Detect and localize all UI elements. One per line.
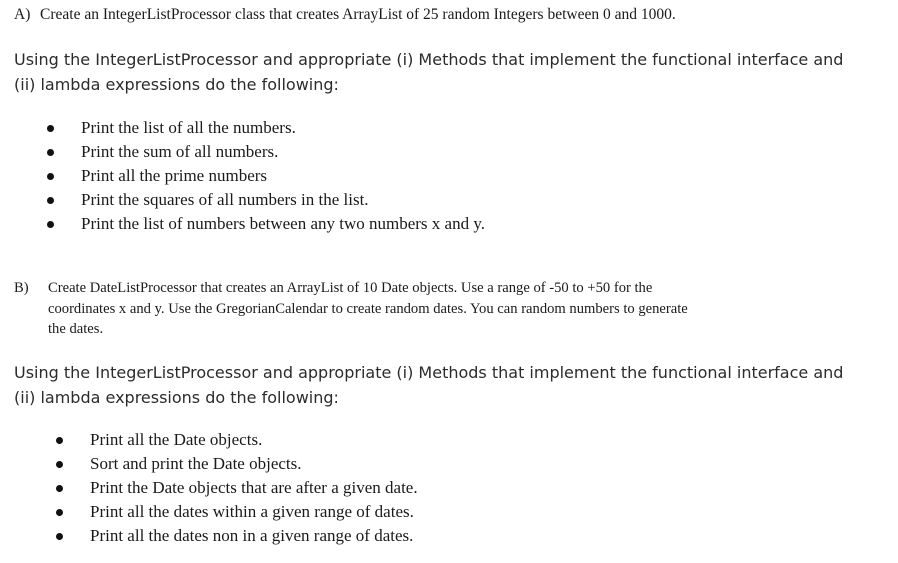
bullet-text: Print the sum of all numbers. <box>81 142 279 161</box>
bullet-dot-icon <box>56 509 63 516</box>
bullet-text: Print all the prime numbers <box>81 166 268 185</box>
bullet-item <box>47 164 485 188</box>
bullet-text: Print all the Date objects. <box>90 430 263 449</box>
bullet-text: Print the list of numbers between any two numbers x and y. <box>81 214 485 233</box>
part-b-heading-line: coordinates x and y. Use the GregorianCalendar to create random dates. You can random numbers to generate <box>48 300 688 317</box>
bullet-item <box>47 116 485 140</box>
bullet-item <box>56 500 418 524</box>
part-a-intro-line: Using the IntegerListProcessor and appropriate (i) Methods that implement the functional interface and <box>14 50 844 69</box>
bullet-text: Sort and print the Date objects. <box>90 454 302 473</box>
part-a-bullet-list <box>47 116 485 236</box>
bullet-dot-icon <box>56 485 63 492</box>
bullet-dot-icon <box>47 125 54 132</box>
bullet-item <box>56 476 418 500</box>
bullet-dot-icon <box>47 197 54 204</box>
part-a-intro-line: (ii) lambda expressions do the following: <box>14 75 339 94</box>
bullet-dot-icon <box>47 221 54 228</box>
part-b-heading-line: the dates. <box>48 321 104 337</box>
bullet-text: Print the list of all the numbers. <box>81 118 296 137</box>
bullet-item <box>47 212 485 236</box>
part-a-label: A) <box>14 6 31 23</box>
bullet-text: Print the Date objects that are after a given date. <box>90 478 418 497</box>
part-b-intro-line: (ii) lambda expressions do the following: <box>14 388 339 407</box>
bullet-item <box>56 524 418 548</box>
part-a-intro <box>14 47 843 97</box>
part-b-bullet-list <box>56 428 418 548</box>
part-b-label: B) <box>14 280 29 296</box>
bullet-text: Print all the dates within a given range of dates. <box>90 502 414 521</box>
part-a-heading <box>14 6 676 24</box>
part-b-heading-text <box>48 278 688 340</box>
bullet-item <box>56 428 418 452</box>
part-b-heading-line: Create DateListProcessor that creates an ArrayList of 10 Date objects. Use a range of -50 to +50 for the <box>48 280 653 296</box>
part-a-heading-text: Create an IntegerListProcessor class that creates ArrayList of 25 random Integers between 0 and 1000. <box>40 6 676 23</box>
bullet-item <box>47 188 485 212</box>
bullet-text: Print all the dates non in a given range of dates. <box>90 526 414 545</box>
bullet-dot-icon <box>56 437 63 444</box>
bullet-dot-icon <box>56 461 63 468</box>
bullet-dot-icon <box>56 533 63 540</box>
part-b-intro <box>14 360 843 410</box>
bullet-text: Print the squares of all numbers in the list. <box>81 190 369 209</box>
bullet-dot-icon <box>47 173 54 180</box>
bullet-item <box>56 452 418 476</box>
bullet-dot-icon <box>47 149 54 156</box>
part-b-intro-line: Using the IntegerListProcessor and appropriate (i) Methods that implement the functional interface and <box>14 363 844 382</box>
bullet-item <box>47 140 485 164</box>
